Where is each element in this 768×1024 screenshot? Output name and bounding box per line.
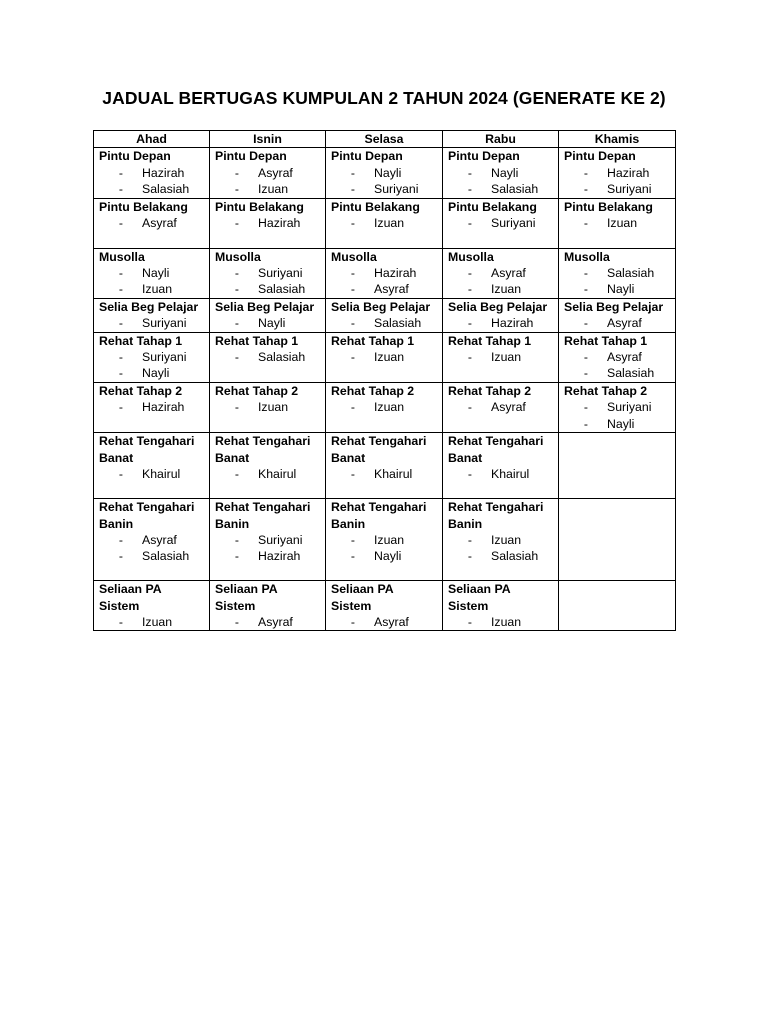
- duty-cell: [443, 332, 559, 382]
- bullet-dash: -: [467, 549, 472, 564]
- duty-cell: [210, 382, 326, 432]
- staff-name: Salasiah: [607, 366, 655, 381]
- day-header: Ahad: [94, 131, 210, 148]
- staff-list-item: [215, 399, 323, 415]
- bullet-dash: -: [583, 400, 588, 415]
- staff-name: Asyraf: [374, 614, 409, 629]
- duty-cell: [210, 148, 326, 198]
- duty-name: Musolla: [448, 249, 494, 264]
- staff-name: Nayli: [607, 282, 635, 297]
- duty-name: Pintu Belakang: [99, 199, 188, 214]
- staff-list-item: [448, 548, 556, 564]
- duty-name: Pintu Belakang: [448, 199, 537, 214]
- bullet-dash: -: [583, 282, 588, 297]
- bullet-dash: -: [350, 400, 355, 415]
- staff-list-item: [215, 349, 323, 365]
- duty-cell: [559, 198, 676, 248]
- staff-list-item: [99, 532, 207, 548]
- duty-name: Rehat Tengahari Banat: [331, 434, 427, 465]
- staff-list-item: [99, 215, 207, 231]
- bullet-dash: -: [118, 266, 123, 281]
- duty-name: Rehat Tengahari Banin: [331, 500, 427, 531]
- staff-name: Izuan: [491, 350, 522, 365]
- duty-name: Rehat Tengahari Banin: [448, 500, 544, 531]
- staff-name: Asyraf: [258, 614, 293, 629]
- bullet-dash: -: [118, 366, 123, 381]
- duty-name: Seliaan PA Sistem: [331, 582, 394, 613]
- staff-name: Izuan: [374, 532, 405, 547]
- staff-name: Suriyani: [491, 216, 536, 231]
- duty-cell: [559, 248, 676, 298]
- staff-list-item: [215, 181, 323, 197]
- duty-row: [94, 382, 676, 432]
- bullet-dash: -: [583, 366, 588, 381]
- duty-cell: [94, 382, 210, 432]
- staff-name: Izuan: [374, 400, 405, 415]
- duty-name: Rehat Tahap 1: [448, 333, 532, 348]
- bullet-dash: -: [350, 282, 355, 297]
- staff-list-item: [99, 165, 207, 181]
- duty-cell: [94, 332, 210, 382]
- staff-name: Salasiah: [491, 549, 539, 564]
- bullet-dash: -: [350, 316, 355, 331]
- duty-cell: [559, 148, 676, 198]
- bullet-dash: -: [467, 282, 472, 297]
- bullet-dash: -: [350, 614, 355, 629]
- staff-name: Nayli: [258, 316, 286, 331]
- duty-cell: [443, 499, 559, 581]
- bullet-dash: -: [350, 466, 355, 481]
- staff-name: Asyraf: [142, 532, 177, 547]
- duty-name: Selia Beg Pelajar: [564, 299, 664, 314]
- staff-name: Suriyani: [142, 316, 187, 331]
- staff-list-item: [215, 265, 323, 281]
- duty-cell: [210, 332, 326, 382]
- duty-cell: [443, 248, 559, 298]
- staff-name: Khairul: [491, 466, 530, 481]
- bullet-dash: -: [467, 316, 472, 331]
- duty-cell: [94, 499, 210, 581]
- duty-cell: [443, 382, 559, 432]
- bullet-dash: -: [234, 316, 239, 331]
- staff-name: Izuan: [142, 282, 173, 297]
- duty-name: Musolla: [331, 249, 377, 264]
- staff-name: Salasiah: [142, 182, 190, 197]
- bullet-dash: -: [118, 316, 123, 331]
- staff-list-item: [99, 265, 207, 281]
- staff-name: Izuan: [374, 350, 405, 365]
- day-header: Khamis: [559, 131, 676, 148]
- staff-list-item: [564, 416, 673, 432]
- staff-name: Izuan: [258, 182, 289, 197]
- bullet-dash: -: [350, 532, 355, 547]
- duty-cell: [443, 433, 559, 499]
- bullet-dash: -: [118, 532, 123, 547]
- staff-name: Hazirah: [142, 400, 185, 415]
- duty-cell: [210, 581, 326, 631]
- staff-list-item: [448, 165, 556, 181]
- staff-list-item: [564, 281, 673, 297]
- duty-row: [94, 298, 676, 332]
- staff-list-item: [448, 215, 556, 231]
- duty-cell: [326, 499, 443, 581]
- bullet-dash: -: [118, 549, 123, 564]
- bullet-dash: -: [350, 216, 355, 231]
- duty-schedule-table: [93, 130, 676, 631]
- duty-name: Selia Beg Pelajar: [331, 299, 431, 314]
- bullet-dash: -: [467, 182, 472, 197]
- duty-cell: [94, 248, 210, 298]
- staff-list-item: [215, 532, 323, 548]
- bullet-dash: -: [118, 614, 123, 629]
- duty-cell: [559, 332, 676, 382]
- duty-name: Rehat Tengahari Banin: [215, 500, 311, 531]
- bullet-dash: -: [118, 282, 123, 297]
- bullet-dash: -: [350, 165, 355, 180]
- bullet-dash: -: [583, 165, 588, 180]
- duty-name: Rehat Tahap 2: [448, 383, 532, 398]
- duty-name: Selia Beg Pelajar: [99, 299, 199, 314]
- staff-list-item: [331, 548, 440, 564]
- staff-name: Suriyani: [607, 182, 652, 197]
- duty-name: Pintu Depan: [99, 149, 171, 164]
- duty-cell: [210, 499, 326, 581]
- staff-name: Nayli: [374, 165, 402, 180]
- duty-cell: [559, 298, 676, 332]
- staff-list-item: [331, 614, 440, 630]
- duty-cell: [559, 499, 676, 581]
- duty-name: Rehat Tahap 2: [215, 383, 299, 398]
- staff-name: Izuan: [491, 282, 522, 297]
- bullet-dash: -: [350, 182, 355, 197]
- bullet-dash: -: [583, 416, 588, 431]
- staff-name: Khairul: [374, 466, 413, 481]
- duty-name: Pintu Depan: [331, 149, 403, 164]
- staff-name: Khairul: [258, 466, 297, 481]
- duty-name: Pintu Belakang: [215, 199, 304, 214]
- staff-list-item: [564, 215, 673, 231]
- staff-list-item: [448, 265, 556, 281]
- duty-cell: [326, 248, 443, 298]
- staff-list-item: [215, 315, 323, 331]
- duty-name: Rehat Tahap 2: [331, 383, 415, 398]
- staff-list-item: [331, 466, 440, 482]
- staff-name: Asyraf: [374, 282, 409, 297]
- staff-name: Suriyani: [607, 400, 652, 415]
- duty-cell: [94, 298, 210, 332]
- duty-cell: [326, 382, 443, 432]
- duty-row: [94, 148, 676, 198]
- staff-name: Nayli: [142, 366, 170, 381]
- staff-list-item: [99, 349, 207, 365]
- duty-cell: [326, 298, 443, 332]
- bullet-dash: -: [234, 614, 239, 629]
- staff-list-item: [215, 215, 323, 231]
- duty-name: Pintu Belakang: [564, 199, 653, 214]
- duty-cell: [559, 433, 676, 499]
- staff-list-item: [448, 399, 556, 415]
- staff-list-item: [564, 349, 673, 365]
- duty-name: Rehat Tahap 1: [331, 333, 415, 348]
- bullet-dash: -: [467, 614, 472, 629]
- staff-list-item: [564, 265, 673, 281]
- staff-name: Asyraf: [607, 350, 642, 365]
- staff-name: Hazirah: [258, 549, 301, 564]
- bullet-dash: -: [583, 216, 588, 231]
- staff-name: Izuan: [491, 532, 522, 547]
- duty-cell: [94, 433, 210, 499]
- bullet-dash: -: [234, 466, 239, 481]
- staff-list-item: [99, 315, 207, 331]
- day-header: Rabu: [443, 131, 559, 148]
- bullet-dash: -: [234, 266, 239, 281]
- staff-list-item: [564, 315, 673, 331]
- staff-list-item: [99, 181, 207, 197]
- bullet-dash: -: [118, 216, 123, 231]
- duty-cell: [210, 298, 326, 332]
- bullet-dash: -: [583, 182, 588, 197]
- bullet-dash: -: [234, 165, 239, 180]
- staff-name: Nayli: [374, 549, 402, 564]
- staff-list-item: [564, 181, 673, 197]
- duty-cell: [210, 248, 326, 298]
- bullet-dash: -: [467, 466, 472, 481]
- staff-name: Izuan: [607, 216, 638, 231]
- day-header-row: [94, 131, 676, 148]
- duty-cell: [326, 148, 443, 198]
- staff-list-item: [215, 165, 323, 181]
- staff-list-item: [215, 466, 323, 482]
- staff-list-item: [448, 466, 556, 482]
- staff-name: Suriyani: [258, 532, 303, 547]
- bullet-dash: -: [467, 532, 472, 547]
- bullet-dash: -: [234, 400, 239, 415]
- staff-name: Izuan: [142, 614, 173, 629]
- staff-name: Hazirah: [491, 316, 534, 331]
- duty-name: Seliaan PA Sistem: [99, 582, 162, 613]
- staff-name: Asyraf: [142, 216, 177, 231]
- staff-list-item: [448, 281, 556, 297]
- duty-row: [94, 499, 676, 581]
- staff-list-item: [448, 181, 556, 197]
- duty-name: Seliaan PA Sistem: [448, 582, 511, 613]
- bullet-dash: -: [234, 282, 239, 297]
- bullet-dash: -: [583, 350, 588, 365]
- staff-name: Izuan: [258, 400, 289, 415]
- duty-name: Rehat Tahap 2: [564, 383, 648, 398]
- staff-name: Suriyani: [258, 266, 303, 281]
- duty-cell: [443, 298, 559, 332]
- staff-list-item: [99, 548, 207, 564]
- staff-name: Hazirah: [374, 266, 417, 281]
- staff-name: Salasiah: [607, 266, 655, 281]
- staff-list-item: [331, 315, 440, 331]
- bullet-dash: -: [583, 266, 588, 281]
- staff-list-item: [215, 548, 323, 564]
- staff-list-item: [448, 532, 556, 548]
- staff-list-item: [215, 281, 323, 297]
- staff-name: Asyraf: [258, 165, 293, 180]
- duty-cell: [443, 581, 559, 631]
- staff-name: Salasiah: [374, 316, 422, 331]
- staff-name: Nayli: [142, 266, 170, 281]
- staff-name: Suriyani: [374, 182, 419, 197]
- duty-name: Pintu Depan: [215, 149, 287, 164]
- bullet-dash: -: [467, 400, 472, 415]
- duty-name: Rehat Tahap 2: [99, 383, 183, 398]
- staff-list-item: [564, 399, 673, 415]
- staff-list-item: [331, 215, 440, 231]
- bullet-dash: -: [350, 350, 355, 365]
- duty-cell: [326, 581, 443, 631]
- bullet-dash: -: [467, 350, 472, 365]
- staff-list-item: [331, 281, 440, 297]
- staff-list-item: [448, 315, 556, 331]
- bullet-dash: -: [467, 165, 472, 180]
- staff-list-item: [331, 265, 440, 281]
- duty-name: Pintu Depan: [448, 149, 520, 164]
- duty-name: Musolla: [564, 249, 610, 264]
- staff-name: Salasiah: [258, 350, 306, 365]
- bullet-dash: -: [350, 549, 355, 564]
- staff-name: Hazirah: [607, 165, 650, 180]
- staff-list-item: [215, 614, 323, 630]
- duty-cell: [94, 581, 210, 631]
- duty-row: [94, 332, 676, 382]
- staff-list-item: [331, 399, 440, 415]
- staff-list-item: [331, 181, 440, 197]
- staff-name: Suriyani: [142, 350, 187, 365]
- bullet-dash: -: [350, 266, 355, 281]
- staff-name: Nayli: [491, 165, 519, 180]
- staff-name: Hazirah: [258, 216, 301, 231]
- staff-name: Salasiah: [491, 182, 539, 197]
- staff-name: Asyraf: [491, 266, 526, 281]
- bullet-dash: -: [467, 266, 472, 281]
- duty-cell: [94, 198, 210, 248]
- staff-list-item: [331, 349, 440, 365]
- duty-name: Rehat Tengahari Banin: [99, 500, 195, 531]
- duty-name: Rehat Tengahari Banat: [448, 434, 544, 465]
- staff-name: Izuan: [374, 216, 405, 231]
- bullet-dash: -: [118, 400, 123, 415]
- staff-name: Izuan: [491, 614, 522, 629]
- staff-list-item: [99, 614, 207, 630]
- bullet-dash: -: [234, 549, 239, 564]
- day-header: Isnin: [210, 131, 326, 148]
- staff-list-item: [99, 281, 207, 297]
- duty-cell: [326, 198, 443, 248]
- duty-cell: [210, 198, 326, 248]
- bullet-dash: -: [118, 182, 123, 197]
- staff-name: Hazirah: [142, 165, 185, 180]
- staff-name: Nayli: [607, 416, 635, 431]
- duty-name: Rehat Tahap 1: [215, 333, 299, 348]
- duty-name: Musolla: [215, 249, 261, 264]
- staff-list-item: [99, 365, 207, 381]
- duty-cell: [94, 148, 210, 198]
- duty-cell: [443, 148, 559, 198]
- bullet-dash: -: [118, 165, 123, 180]
- staff-name: Khairul: [142, 466, 181, 481]
- bullet-dash: -: [583, 316, 588, 331]
- bullet-dash: -: [118, 350, 123, 365]
- bullet-dash: -: [234, 350, 239, 365]
- duty-cell: [559, 382, 676, 432]
- duty-cell: [443, 198, 559, 248]
- staff-name: Asyraf: [607, 316, 642, 331]
- staff-list-item: [564, 365, 673, 381]
- duty-name: Rehat Tengahari Banat: [215, 434, 311, 465]
- bullet-dash: -: [234, 532, 239, 547]
- staff-list-item: [448, 614, 556, 630]
- duty-name: Rehat Tahap 1: [564, 333, 648, 348]
- duty-row: [94, 433, 676, 499]
- bullet-dash: -: [467, 216, 472, 231]
- bullet-dash: -: [118, 466, 123, 481]
- duty-row: [94, 248, 676, 298]
- bullet-dash: -: [234, 216, 239, 231]
- staff-list-item: [331, 165, 440, 181]
- staff-name: Salasiah: [258, 282, 306, 297]
- duty-name: Pintu Belakang: [331, 199, 420, 214]
- duty-row: [94, 581, 676, 631]
- staff-name: Salasiah: [142, 549, 190, 564]
- day-header: Selasa: [326, 131, 443, 148]
- staff-list-item: [448, 349, 556, 365]
- staff-list-item: [99, 399, 207, 415]
- bullet-dash: -: [234, 182, 239, 197]
- duty-name: Selia Beg Pelajar: [448, 299, 548, 314]
- duty-cell: [210, 433, 326, 499]
- duty-name: Seliaan PA Sistem: [215, 582, 278, 613]
- staff-list-item: [99, 466, 207, 482]
- duty-row: [94, 198, 676, 248]
- staff-name: Asyraf: [491, 400, 526, 415]
- duty-cell: [559, 581, 676, 631]
- staff-list-item: [564, 165, 673, 181]
- duty-name: Musolla: [99, 249, 145, 264]
- duty-name: Rehat Tahap 1: [99, 333, 183, 348]
- page-title: JADUAL BERTUGAS KUMPULAN 2 TAHUN 2024 (GENERATE KE 2): [102, 88, 666, 108]
- duty-name: Rehat Tengahari Banat: [99, 434, 195, 465]
- staff-list-item: [331, 532, 440, 548]
- duty-cell: [326, 332, 443, 382]
- duty-name: Selia Beg Pelajar: [215, 299, 315, 314]
- duty-name: Pintu Depan: [564, 149, 636, 164]
- duty-cell: [326, 433, 443, 499]
